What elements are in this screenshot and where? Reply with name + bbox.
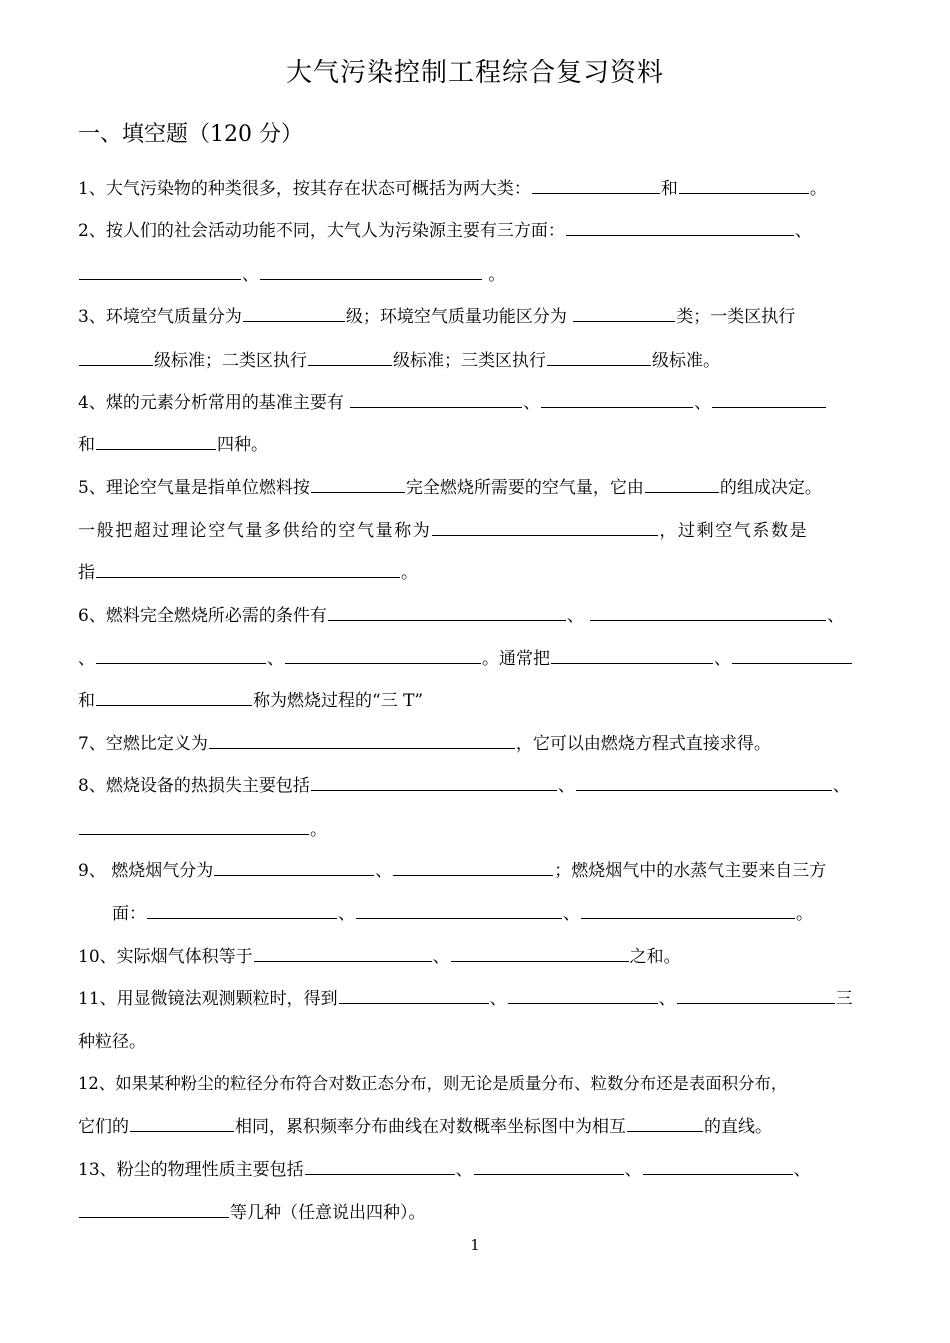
q3-blank-1[interactable]: [243, 303, 345, 322]
q2-text-2: 、: [794, 221, 812, 241]
q12-text-3: 相同，累积频率分布曲线在对数概率坐标图中为相互: [235, 1117, 626, 1137]
q5-text-2: 完全燃烧所需要的空气量，它由: [405, 478, 644, 498]
question-5-line-2: [78, 516, 873, 546]
q9-text: 9、 燃烧烟气分为: [78, 861, 214, 881]
q10-blank-2[interactable]: [451, 943, 629, 962]
q11-blank-3[interactable]: [677, 985, 835, 1004]
q3-blank-4[interactable]: [308, 347, 392, 366]
q2-text-3: 、: [242, 265, 259, 285]
question-5-line-1: [78, 473, 873, 503]
q5-blank-4[interactable]: [96, 559, 400, 578]
q4-blank-2[interactable]: [541, 389, 693, 408]
question-4-line-1: [78, 388, 873, 418]
q8-blank-2[interactable]: [576, 772, 832, 791]
q12-blank-2[interactable]: [627, 1113, 703, 1132]
q8-blank-3[interactable]: [79, 816, 309, 835]
q7-text: 7、空燃比定义为: [78, 734, 208, 754]
q3-blank-3[interactable]: [79, 347, 153, 366]
q9-text-7: 。: [796, 904, 813, 924]
q6-blank-1[interactable]: [328, 602, 566, 621]
q9-blank-1[interactable]: [214, 857, 374, 876]
q2-blank-1[interactable]: [566, 217, 794, 236]
q4-text-2: 、: [523, 393, 541, 413]
q2-blank-2[interactable]: [79, 261, 241, 280]
q6-text-9: 称为燃烧过程的“三 T”: [253, 691, 424, 711]
q9-blank-4[interactable]: [356, 900, 562, 919]
q13-text: 13、粉尘的物理性质主要包括: [78, 1160, 304, 1180]
question-6-line-2: [78, 644, 873, 674]
question-2-line-2: [78, 260, 873, 290]
q6-text-2: 、: [566, 606, 590, 626]
q6-blank-6[interactable]: [732, 645, 852, 664]
section-heading: 一、填空题（120 分）: [78, 122, 303, 147]
question-13-line-2: [78, 1198, 873, 1228]
q11-blank-2[interactable]: [508, 985, 658, 1004]
q9-text-6: 、: [563, 904, 580, 924]
q3-text-2: 级；环境空气质量功能区分为: [345, 307, 573, 327]
question-11-line-2: [78, 1027, 873, 1057]
document-title: 大气污染控制工程综合复习资料: [285, 58, 664, 88]
q12-text-4: 的直线。: [704, 1117, 772, 1137]
question-1: [78, 174, 873, 204]
question-5-line-3: [78, 558, 873, 588]
q9-text-4: 面：: [112, 904, 146, 924]
q9-text-2: 、: [375, 861, 393, 881]
q10-text: 10、实际烟气体积等于: [78, 947, 253, 967]
q10-text-3: 之和。: [629, 947, 681, 967]
q1-text-2: 和: [660, 179, 678, 199]
q13-text-5: 等几种（任意说出四种）。: [230, 1203, 426, 1223]
q6-text-7: 、: [714, 649, 731, 669]
question-12-line-2: [78, 1112, 873, 1142]
q1-blank-2[interactable]: [679, 175, 809, 194]
q13-blank-3[interactable]: [643, 1156, 793, 1175]
q5-text: 5、理论空气量是指单位燃料按: [78, 478, 310, 498]
question-3-line-2: [78, 346, 873, 376]
q6-text-4: 、: [78, 649, 95, 669]
q5-text-7: 。: [401, 563, 418, 583]
question-9-line-2: [112, 899, 873, 929]
q5-text-6: 指: [78, 563, 95, 583]
q4-blank-4[interactable]: [96, 431, 216, 450]
question-9-line-1: [78, 856, 873, 886]
q13-text-4: 、: [793, 1160, 811, 1180]
q5-text-5: ，过剩空气系数是: [659, 521, 809, 541]
q8-text-4: 。: [310, 820, 327, 840]
question-6-line-3: [78, 686, 873, 716]
q4-blank-1[interactable]: [350, 389, 522, 408]
q3-text-4: 级标准；二类区执行: [154, 351, 307, 371]
q3-text-6: 级标准。: [652, 351, 720, 371]
q4-text: 4、煤的元素分析常用的基准主要有: [78, 393, 350, 413]
q12-text-2: 它们的: [78, 1117, 129, 1137]
q6-blank-3[interactable]: [96, 645, 266, 664]
q3-blank-5[interactable]: [547, 347, 651, 366]
q9-blank-3[interactable]: [147, 900, 337, 919]
q5-text-4: 一般把超过理论空气量多供给的空气量称为: [78, 521, 432, 541]
question-6-line-1: [78, 601, 873, 631]
q8-text-3: 、: [832, 776, 850, 796]
q8-text-2: 、: [557, 776, 575, 796]
q6-blank-2[interactable]: [590, 602, 826, 621]
q4-text-4: 和: [78, 435, 95, 455]
q8-text: 8、燃烧设备的热损失主要包括: [78, 776, 310, 796]
question-13-line-1: [78, 1155, 873, 1185]
q11-blank-1[interactable]: [339, 985, 489, 1004]
q4-text-3: 、: [694, 393, 712, 413]
q4-blank-3[interactable]: [712, 389, 826, 408]
q11-text-4: 三: [835, 989, 853, 1009]
q9-text-5: 、: [338, 904, 355, 924]
question-10: [78, 942, 873, 972]
question-8-line-2: [78, 815, 873, 845]
question-7: [78, 729, 873, 759]
q2-blank-3[interactable]: [260, 261, 482, 280]
q11-text-3: 、: [658, 989, 676, 1009]
q13-blank-1[interactable]: [305, 1156, 455, 1175]
q6-text: 6、燃料完全燃烧所必需的条件有: [78, 606, 327, 626]
q11-text-2: 、: [489, 989, 507, 1009]
q6-text-6: 。通常把: [482, 649, 550, 669]
q3-text-5: 级标准；三类区执行: [393, 351, 546, 371]
q1-blank-1[interactable]: [532, 175, 660, 194]
q5-blank-1[interactable]: [311, 474, 405, 493]
q13-blank-4[interactable]: [79, 1199, 229, 1218]
q9-blank-5[interactable]: [581, 900, 795, 919]
question-8-line-1: [78, 771, 873, 801]
q7-text-2: ，它可以由燃烧方程式直接求得。: [515, 734, 771, 754]
q3-text: 3、环境空气质量分为: [78, 307, 242, 327]
q11-text-5: 种粒径。: [78, 1032, 146, 1052]
q2-text-4: 。: [483, 265, 506, 285]
q9-text-3: ；燃烧烟气中的水蒸气主要来自三方: [554, 861, 827, 881]
question-3-line-1: [78, 302, 873, 332]
q6-text-5: 、: [267, 649, 284, 669]
question-11-line-1: [78, 984, 873, 1014]
q6-blank-5[interactable]: [551, 645, 713, 664]
q9-blank-2[interactable]: [393, 857, 553, 876]
q6-text-3: 、: [827, 606, 845, 626]
q2-text: 2、按人们的社会活动功能不同，大气人为污染源主要有三方面：: [78, 221, 565, 241]
q13-text-2: 、: [455, 1160, 473, 1180]
q6-text-8: 和: [78, 691, 95, 711]
page-number: 1: [470, 1236, 480, 1254]
q4-text-5: 四种。: [217, 435, 268, 455]
q10-text-2: 、: [432, 947, 450, 967]
q1-text: 1、大气污染物的种类很多，按其存在状态可概括为两大类：: [78, 179, 531, 199]
q7-blank-1[interactable]: [209, 730, 515, 749]
q5-blank-2[interactable]: [645, 474, 719, 493]
q11-text: 11、用显微镜法观测颗粒时，得到: [78, 989, 338, 1009]
q12-blank-1[interactable]: [130, 1113, 234, 1132]
question-2-line-1: [78, 216, 873, 246]
q1-text-3: 。: [809, 179, 827, 199]
q3-blank-2[interactable]: [573, 303, 675, 322]
question-4-line-2: [78, 430, 873, 460]
q6-blank-7[interactable]: [96, 687, 252, 706]
q5-text-3: 的组成决定。: [719, 478, 822, 498]
q12-text: 12、如果某种粉尘的粒径分布符合对数正态分布，则无论是质量分布、粒数分布还是表面积分布，: [78, 1074, 788, 1093]
q8-blank-1[interactable]: [311, 772, 557, 791]
q13-blank-2[interactable]: [474, 1156, 624, 1175]
q13-text-3: 、: [624, 1160, 642, 1180]
q5-blank-3[interactable]: [432, 517, 658, 536]
q3-text-3: 类；一类区执行: [676, 307, 796, 327]
question-12-line-1: [78, 1069, 873, 1099]
q10-blank-1[interactable]: [254, 943, 432, 962]
q6-blank-4[interactable]: [285, 645, 481, 664]
